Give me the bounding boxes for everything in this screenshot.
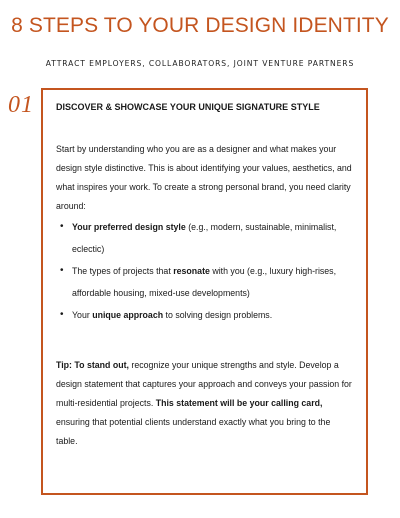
tip-label: Tip: To stand out, bbox=[56, 360, 129, 370]
page-title: 8 STEPS TO YOUR DESIGN IDENTITY bbox=[11, 14, 389, 37]
list-item: • The types of projects that resonate with you (e.g., luxury high-rises, affordable housing, mixed-use developments) bbox=[56, 260, 354, 304]
step-number: 01 bbox=[8, 92, 34, 118]
list-item: • Your unique approach to solving design problems. bbox=[56, 304, 354, 326]
step-heading: DISCOVER & SHOWCASE YOUR UNIQUE SIGNATURE STYLE bbox=[56, 102, 320, 112]
tip-paragraph: Tip: To stand out, recognize your unique strengths and style. Develop a design statement that captures your approach and conveys your passion for multi-residential projects. This statement will be your calling card, ensuring that potential clients understand exactly what you bring to the table. bbox=[56, 360, 352, 446]
step-card bbox=[41, 88, 368, 495]
list-item: • Your preferred design style (e.g., modern, sustainable, minimalist, eclectic) bbox=[56, 216, 354, 260]
step-intro: Start by understanding who you are as a designer and what makes your design style distinctive. This is about identifying your values, aesthetics, and what inspires your work. To create a strong personal brand, you need clarity around: bbox=[56, 144, 352, 211]
tip-emphasis: This statement will be your calling card, bbox=[155, 398, 323, 408]
points-list bbox=[56, 216, 354, 326]
page-subtitle: ATTRACT EMPLOYERS, COLLABORATORS, JOINT VENTURE PARTNERS bbox=[45, 59, 355, 68]
